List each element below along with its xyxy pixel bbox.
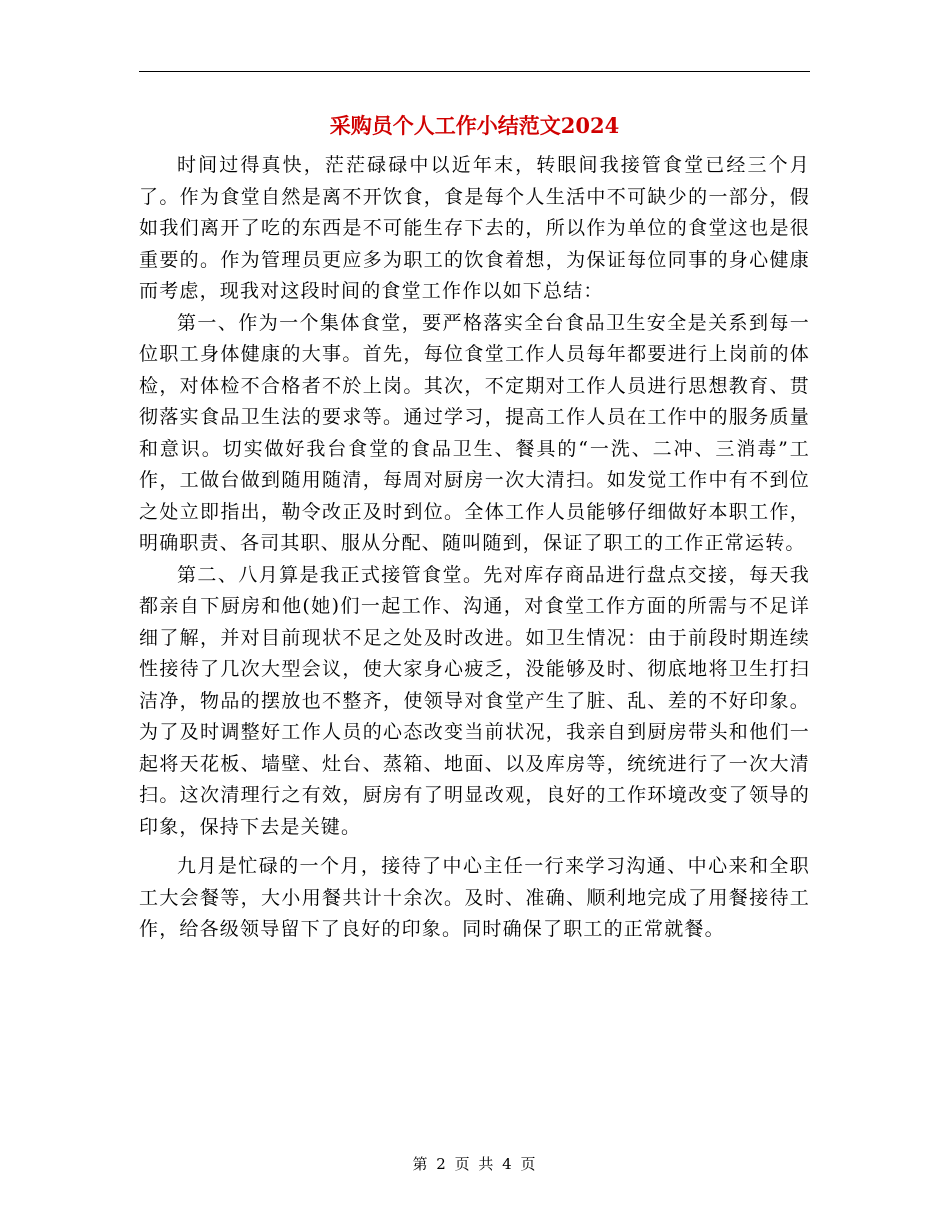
header-rule [139, 71, 810, 72]
document-body [139, 150, 810, 946]
paragraph-second: 第二、八月算是我正式接管食堂。先对库存商品进行盘点交接，每天我都亲自下厨房和他(她)们一起工作、沟通，对食堂工作方面的所需与不足详细了解，并对目前现状不足之处及时改进。如卫生情况：由于前段时期连续性接待了几次大型会议，使大家身心疲乏，没能够及时、彻底地将卫生打扫洁净，物品的摆放也不整齐，使领导对食堂产生了脏、乱、差的不好印象。为了及时调整好工作人员的心态改变当前状况，我亲自到厨房带头和他们一起将天花板、墙壁、灶台、蒸箱、地面、以及库房等，统统进行了一次大清扫。这次清理行之有效，厨房有了明显改观，良好的工作环境改变了领导的印象，保持下去是关键。 [139, 563, 810, 838]
document-title: 采购员个人工作小结范文2024 [329, 113, 620, 138]
paragraph-first: 第一、作为一个集体食堂，要严格落实全台食品卫生安全是关系到每一位职工身体健康的大事。首先，每位食堂工作人员每年都要进行上岗前的体检，对体检不合格者不於上岗。其次，不定期对工作人员进行思想教育、贯彻落实食品卫生法的要求等。通过学习，提高工作人员在工作中的服务质量和意识。切实做好我台食堂的食品卫生、餐具的“一洗、二冲、三消毒”工作，工做台做到随用随清，每周对厨房一次大清扫。如发觉工作中有不到位之处立即指出，勒令改正及时到位。全体工作人员能够仔细做好本职工作，明确职责、各司其职、服从分配、随叫随到，保证了职工的工作正常运转。 [139, 311, 810, 554]
page-footer: 第 2 页 共 4 页 [412, 1155, 538, 1173]
paragraph-september: 九月是忙碌的一个月，接待了中心主任一行来学习沟通、中心来和全职工大会餐等，大小用餐共计十余次。及时、准确、顺利地完成了用餐接待工作，给各级领导留下了良好的印象。同时确保了职工的正常就餐。 [139, 855, 810, 940]
paragraph-intro: 时间过得真快，茫茫碌碌中以近年末，转眼间我接管食堂已经三个月了。作为食堂自然是离不开饮食，食是每个人生活中不可缺少的一部分，假如我们离开了吃的东西是不可能生存下去的，所以作为单位的食堂这也是很重要的。作为管理员更应多为职工的饮食着想，为保证每位同事的身心健康而考虑，现我对这段时间的食堂工作作以如下总结： [139, 154, 810, 302]
